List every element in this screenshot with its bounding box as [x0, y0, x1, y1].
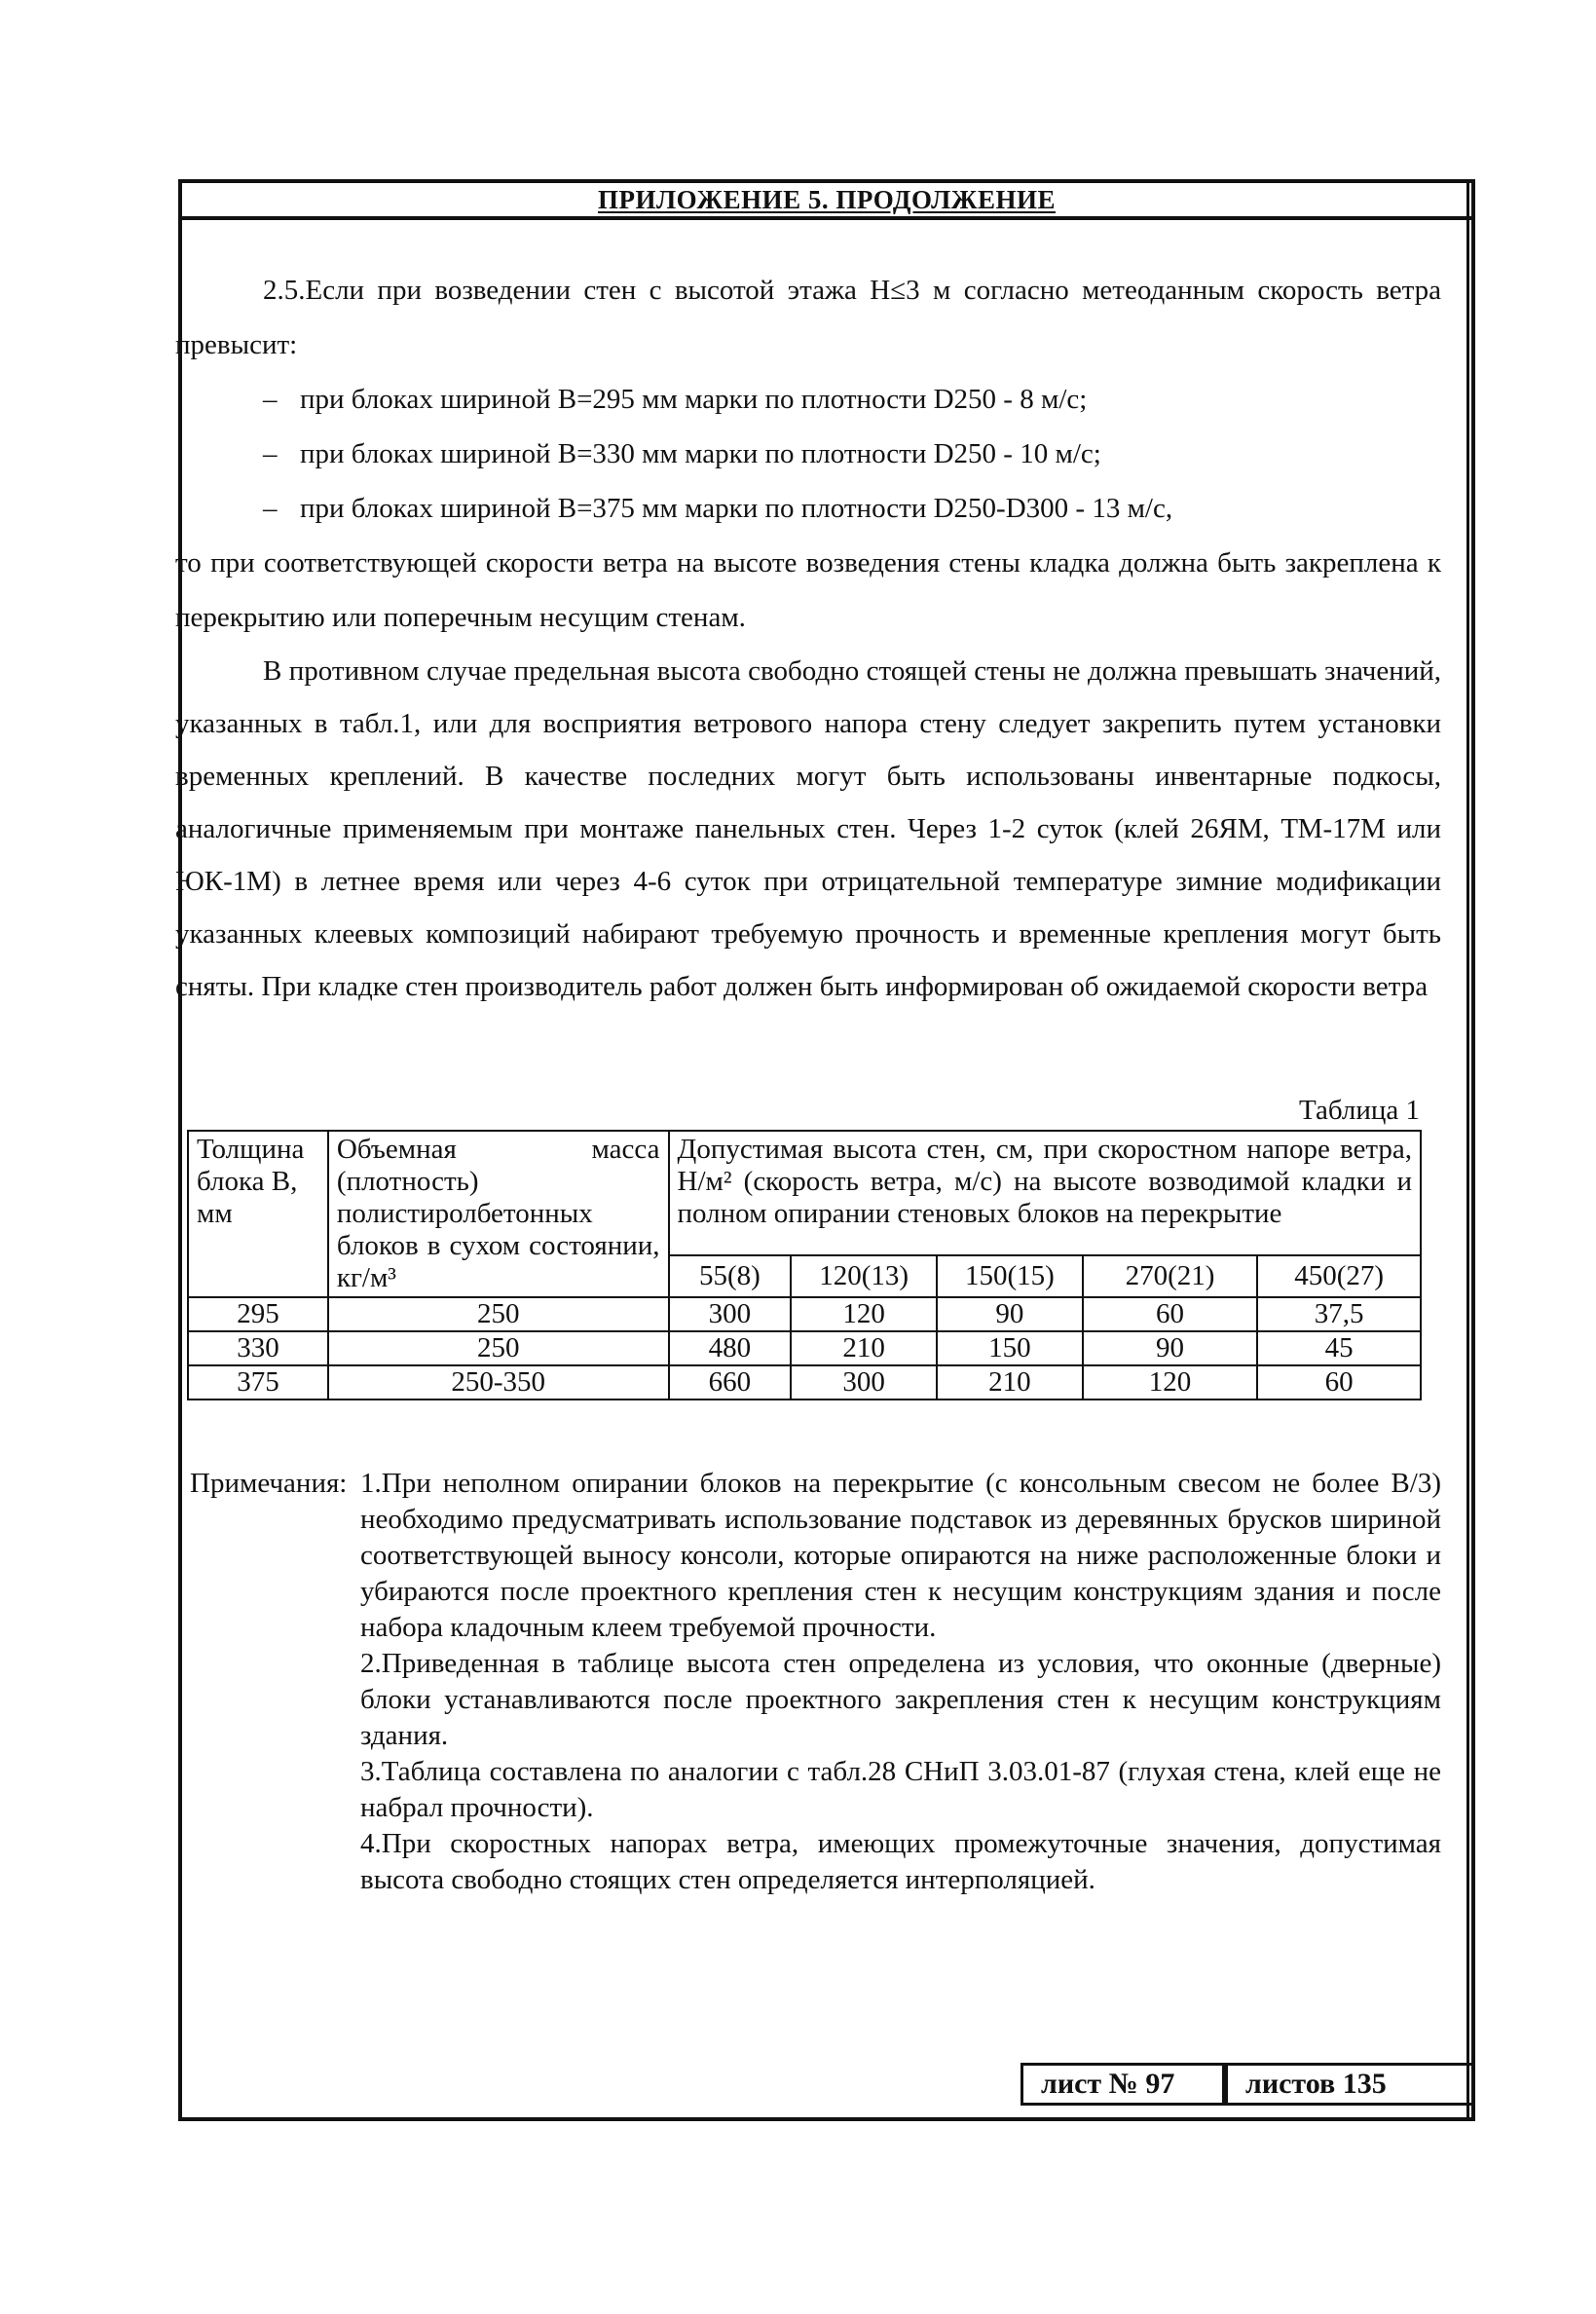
note-item: 2.Приведенная в таблице высота стен определена из условия, что оконные (дверные) блоки устанавливаются после проектного закрепления стен к несущим конструкциям здания. — [360, 1648, 1441, 1751]
cell-density: 250-350 — [328, 1365, 669, 1400]
cell-value: 480 — [669, 1331, 792, 1365]
cell-density: 250 — [328, 1331, 669, 1365]
cell-value: 120 — [1083, 1365, 1258, 1400]
sheets-total: листов 135 — [1225, 2063, 1475, 2106]
notes-label: Примечания: — [190, 1468, 348, 1499]
list-item: – при блоках шириной В=330 мм марки по плотности D250 - 10 м/с; — [175, 427, 1441, 481]
note-item: 1.При неполном опирании блоков на перекрытие (с консольным свесом не более В/3) необходимо предусматривать использование подставок из деревянных брусков шириной соответствующей выносу консоли, которые опираются на ниже расположенные блоки и убираются после проектного крепления стен к несущим конструкциям здания и после набора кладочным клеем требуемой прочности. — [360, 1468, 1441, 1643]
section-text — [175, 263, 1441, 1013]
cell-thickness: 375 — [188, 1365, 328, 1400]
subheader-cell: 150(15) — [937, 1255, 1083, 1297]
cell-value: 210 — [791, 1331, 937, 1365]
cell-thickness: 295 — [188, 1297, 328, 1331]
frame-right-rule — [1466, 179, 1469, 2121]
cell-value: 300 — [669, 1297, 792, 1331]
cell-density: 250 — [328, 1297, 669, 1331]
subheader-cell: 270(21) — [1083, 1255, 1258, 1297]
wall-height-table — [187, 1130, 1422, 1400]
table-row — [188, 1331, 1421, 1365]
list-item: – при блоках шириной В=295 мм марки по плотности D250 - 8 м/с; — [175, 372, 1441, 427]
cell-value: 90 — [937, 1297, 1083, 1331]
section-paragraph: В противном случае предельная высота свободно стоящей стены не должна превышать значений, указанных в табл.1, или для восприятия ветрового напора стену следует закрепить путем установки временных креплений. В качестве последних могут быть использованы инвентарные подкосы, аналогичные применяемым при монтаже панельных стен. Через 1-2 суток (клей 26ЯМ, ТМ-17М или ЮК-1М) в летнее время или через 4-6 суток при отрицательной температуре зимние модификации указанных клеевых композиций набирают требуемую прочность и временные крепления могут быть сняты. При кладке стен производитель работ должен быть информирован об ожидаемой скорости ветра — [175, 655, 1441, 1002]
notes-section — [190, 1466, 1441, 1898]
section-conclusion: то при соответствующей скорости ветра на высоте возведения стены кладка должна быть закреплена к перекрытию или поперечным несущим стенам. — [175, 547, 1441, 633]
page-title: ПРИЛОЖЕНИЕ 5. ПРОДОЛЖЕНИЕ — [182, 183, 1471, 220]
subheader-cell: 450(27) — [1257, 1255, 1421, 1297]
header-density: Объемная масса (плотность) полистиролбетонных блоков в сухом состоянии, кг/м³ — [328, 1131, 669, 1297]
cell-value: 300 — [791, 1365, 937, 1400]
cell-value: 60 — [1257, 1365, 1421, 1400]
sheet-number: лист № 97 — [1021, 2063, 1225, 2106]
cell-value: 660 — [669, 1365, 792, 1400]
cell-value: 37,5 — [1257, 1297, 1421, 1331]
table-row — [188, 1297, 1421, 1331]
cell-value: 210 — [937, 1365, 1083, 1400]
subheader-cell: 55(8) — [669, 1255, 792, 1297]
table-row — [188, 1365, 1421, 1400]
cell-value: 45 — [1257, 1331, 1421, 1365]
list-item: – при блоках шириной В=375 мм марки по плотности D250-D300 - 13 м/с, — [175, 481, 1441, 536]
note-item: 4.При скоростных напорах ветра, имеющих промежуточные значения, допустимая высота свободно стоящих стен определяется интерполяцией. — [360, 1828, 1441, 1895]
table-caption: Таблица 1 — [1298, 1095, 1420, 1126]
cell-value: 90 — [1083, 1331, 1258, 1365]
header-thickness: Толщина блока В, мм — [188, 1131, 328, 1297]
cell-thickness: 330 — [188, 1331, 328, 1365]
dash-bullet: – — [263, 493, 278, 524]
cell-value: 150 — [937, 1331, 1083, 1365]
cell-value: 60 — [1083, 1297, 1258, 1331]
header-allowed-height: Допустимая высота стен, см, при скоростном напоре ветра, Н/м² (скорость ветра, м/с) на высоте возводимой кладки и полном опирании стеновых блоков на перекрытие — [669, 1131, 1421, 1255]
note-item: 3.Таблица составлена по аналогии с табл.28 СНиП 3.03.01-87 (глухая стена, клей еще не набрал прочности). — [360, 1756, 1441, 1823]
subheader-cell: 120(13) — [791, 1255, 937, 1297]
dash-bullet: – — [263, 384, 278, 415]
dash-bullet: – — [263, 438, 278, 469]
cell-value: 120 — [791, 1297, 937, 1331]
section-intro: 2.5.Если при возведении стен с высотой этажа H≤3 м согласно метеоданным скорость ветра превысит: — [175, 275, 1441, 360]
